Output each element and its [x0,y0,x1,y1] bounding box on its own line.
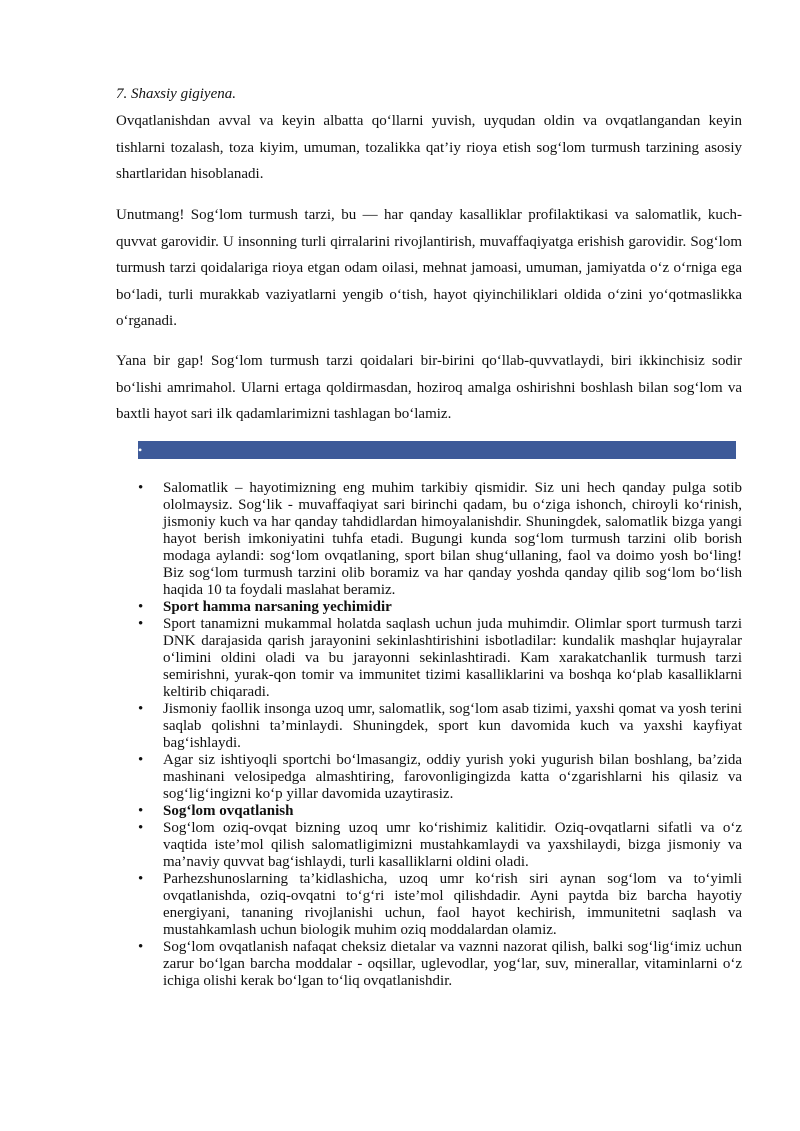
bullet-list [0,480,800,990]
list-item-text: Agar siz ishtiyoqli sportchi bo‘lmasangiz, oddiy yurish yoki yugurish bilan boshlang, ba’zida mashinani velosipedga almashtiring, farovonligingizda katta o‘zgarishlarni his qilasiz va sog‘lig‘ingizni ko‘p yillar davomida uzaytirasiz. [163,752,742,802]
list-item [0,701,742,752]
list-item-text: Parhezshunoslarning ta’kidlashicha, uzoq umr ko‘rish siri aynan sog‘lom va to‘yimli ovqatlanishda, oziq-ovqatni to‘g‘ri iste’mol qilishdadir. Ayni paytda biz barcha hayotiy energiyani, tananing rivojlanishi uchun, faol hayot kechirish, immunitetni saqlash va mustahkamlash uchun biologik muhim oziq moddalardan olamiz. [163,871,742,938]
paragraph-one-more: Yana bir gap! Sog‘lom turmush tarzi qoidalari bir-birini qo‘llab-quvvatlaydi, biri ikkinchisiz sodir bo‘lishi amrimahol. Ularni ertaga qoldirmasdan, hoziroq amalga oshirishni boshlash bilan sog‘lom va baxtli hayot sari ilk qadamlarimizni tashlagan bo‘lamiz. [116,353,742,422]
blue-banner [138,441,736,459]
list-item [0,820,742,871]
bullet-icon: • [138,939,144,955]
banner-bullet: • [138,443,143,457]
bullet-icon: • [138,616,144,632]
list-subheading [0,599,742,616]
list-item [0,616,742,701]
bullet-icon: • [138,480,144,496]
paragraph-remember: Unutmang! Sog‘lom turmush tarzi, bu — har qanday kasalliklar profilaktikasi va salomatlik, kuch-quvvat garovidir. U insonning turli qirralarini rivojlantirish, muvaffaqiyatga erishish garovidir. Sog‘lom turmush tarzi qoidalariga rioya etgan odam oilasi, mehnat jamoasi, umuman, jamiyatda o‘z o‘rniga ega bo‘ladi, turli murakkab vaziyatlarni yengib o‘tish, hayot qiyinchiliklari oldida o‘zini yo‘qotmaslikka o‘rganadi. [116,207,742,329]
bullet-icon: • [138,803,144,819]
paragraph-hygiene: Ovqatlanishdan avval va keyin albatta qo‘llarni yuvish, uyqudan oldin va ovqatlangandan keyin tishlarni tozalash, toza kiyim, umuman, tozalikka qat’iy rioya etish sog‘lom turmush tarzining asosiy shartlaridan hisoblanadi. [116,113,742,182]
list-item-text: Sport hamma narsaning yechimidir [163,599,392,615]
list-item-text: Jismoniy faollik insonga uzoq umr, salomatlik, sog‘lom asab tizimi, yaxshi qomat va yosh terini saqlab qolishni ta’minlaydi. Shuningdek, sport kun davomida kuch va yaxshi kayfiyat bag‘ishlaydi. [163,701,742,751]
list-item [0,939,742,990]
bullet-icon: • [138,701,144,717]
list-item [0,752,742,803]
list-item-text: Salomatlik – hayotimizning eng muhim tarkibiy qismidir. Siz uni hech qanday pulga sotib ololmaysiz. Sog‘lik - muvaffaqiyat sari birinchi qadam, bu o‘ziga ishonch, chiroyli ko‘rinish, jismoniy kuch va har qanday tahdidlardan himoyalanishdir. Shuningdek, salomatlik bizga yangi hayot berish imkoniyatini tuhfa etadi. Bugungi kunda sog‘lom turmush tarzini olib borish modaga aylandi: sog‘lom ovqatlaning, sport bilan shug‘ullaning, faol va doimo yosh bo‘ling! Biz sog‘lom turmush tarzini olib boramiz va har qanday yoshda qanday qilib sog‘lom bo‘lish haqida 10 ta foydali maslahat beramiz. [163,480,742,598]
bullet-icon: • [138,752,144,768]
list-item-text: Sog‘lom oziq-ovqat bizning uzoq umr ko‘rishimiz kalitidir. Oziq-ovqatlarni sifatli va o‘z vaqtida iste’mol qilish salomatligimizni mustahkamlaydi va yaxshilaydi, bizga jismoniy va ma’naviy quvvat bag‘ishlaydi, turli kasalliklarni oldini oladi. [163,820,742,870]
list-item-text: Sog‘lom ovqatlanish [163,803,294,819]
bullet-icon: • [138,599,144,615]
section-heading: 7. Shaxsiy gigiyena. [116,86,236,102]
list-item [0,871,742,939]
list-item-text: Sog‘lom ovqatlanish nafaqat cheksiz dietalar va vaznni nazorat qilish, balki sog‘lig‘imiz uchun zarur bo‘lgan barcha moddalar - oqsillar, uglevodlar, yog‘lar, suv, minerallar, vitaminlarni o‘z ichiga olishi kerak bo‘lgan to‘liq ovqatlanishdir. [163,939,742,989]
bullet-icon: • [138,820,144,836]
list-item-text: Sport tanamizni mukammal holatda saqlash uchun juda muhimdir. Olimlar sport turmush tarzi DNK darajasida qarish jarayonini sekinlashtirishini isbotladilar: kundalik mashqlar hujayralar o‘limini oldini oladi va bu jarayonni sekinlashtiradi. Kam xarakatchanlik turmush tarzi semirishni, yurak-qon tomir va immunitet tizimi kasalliklarini va boshqa ko‘plab kasalliklarni keltirib chiqaradi. [163,616,742,700]
list-item [0,480,742,599]
bullet-icon: • [138,871,144,887]
list-subheading [0,803,742,820]
